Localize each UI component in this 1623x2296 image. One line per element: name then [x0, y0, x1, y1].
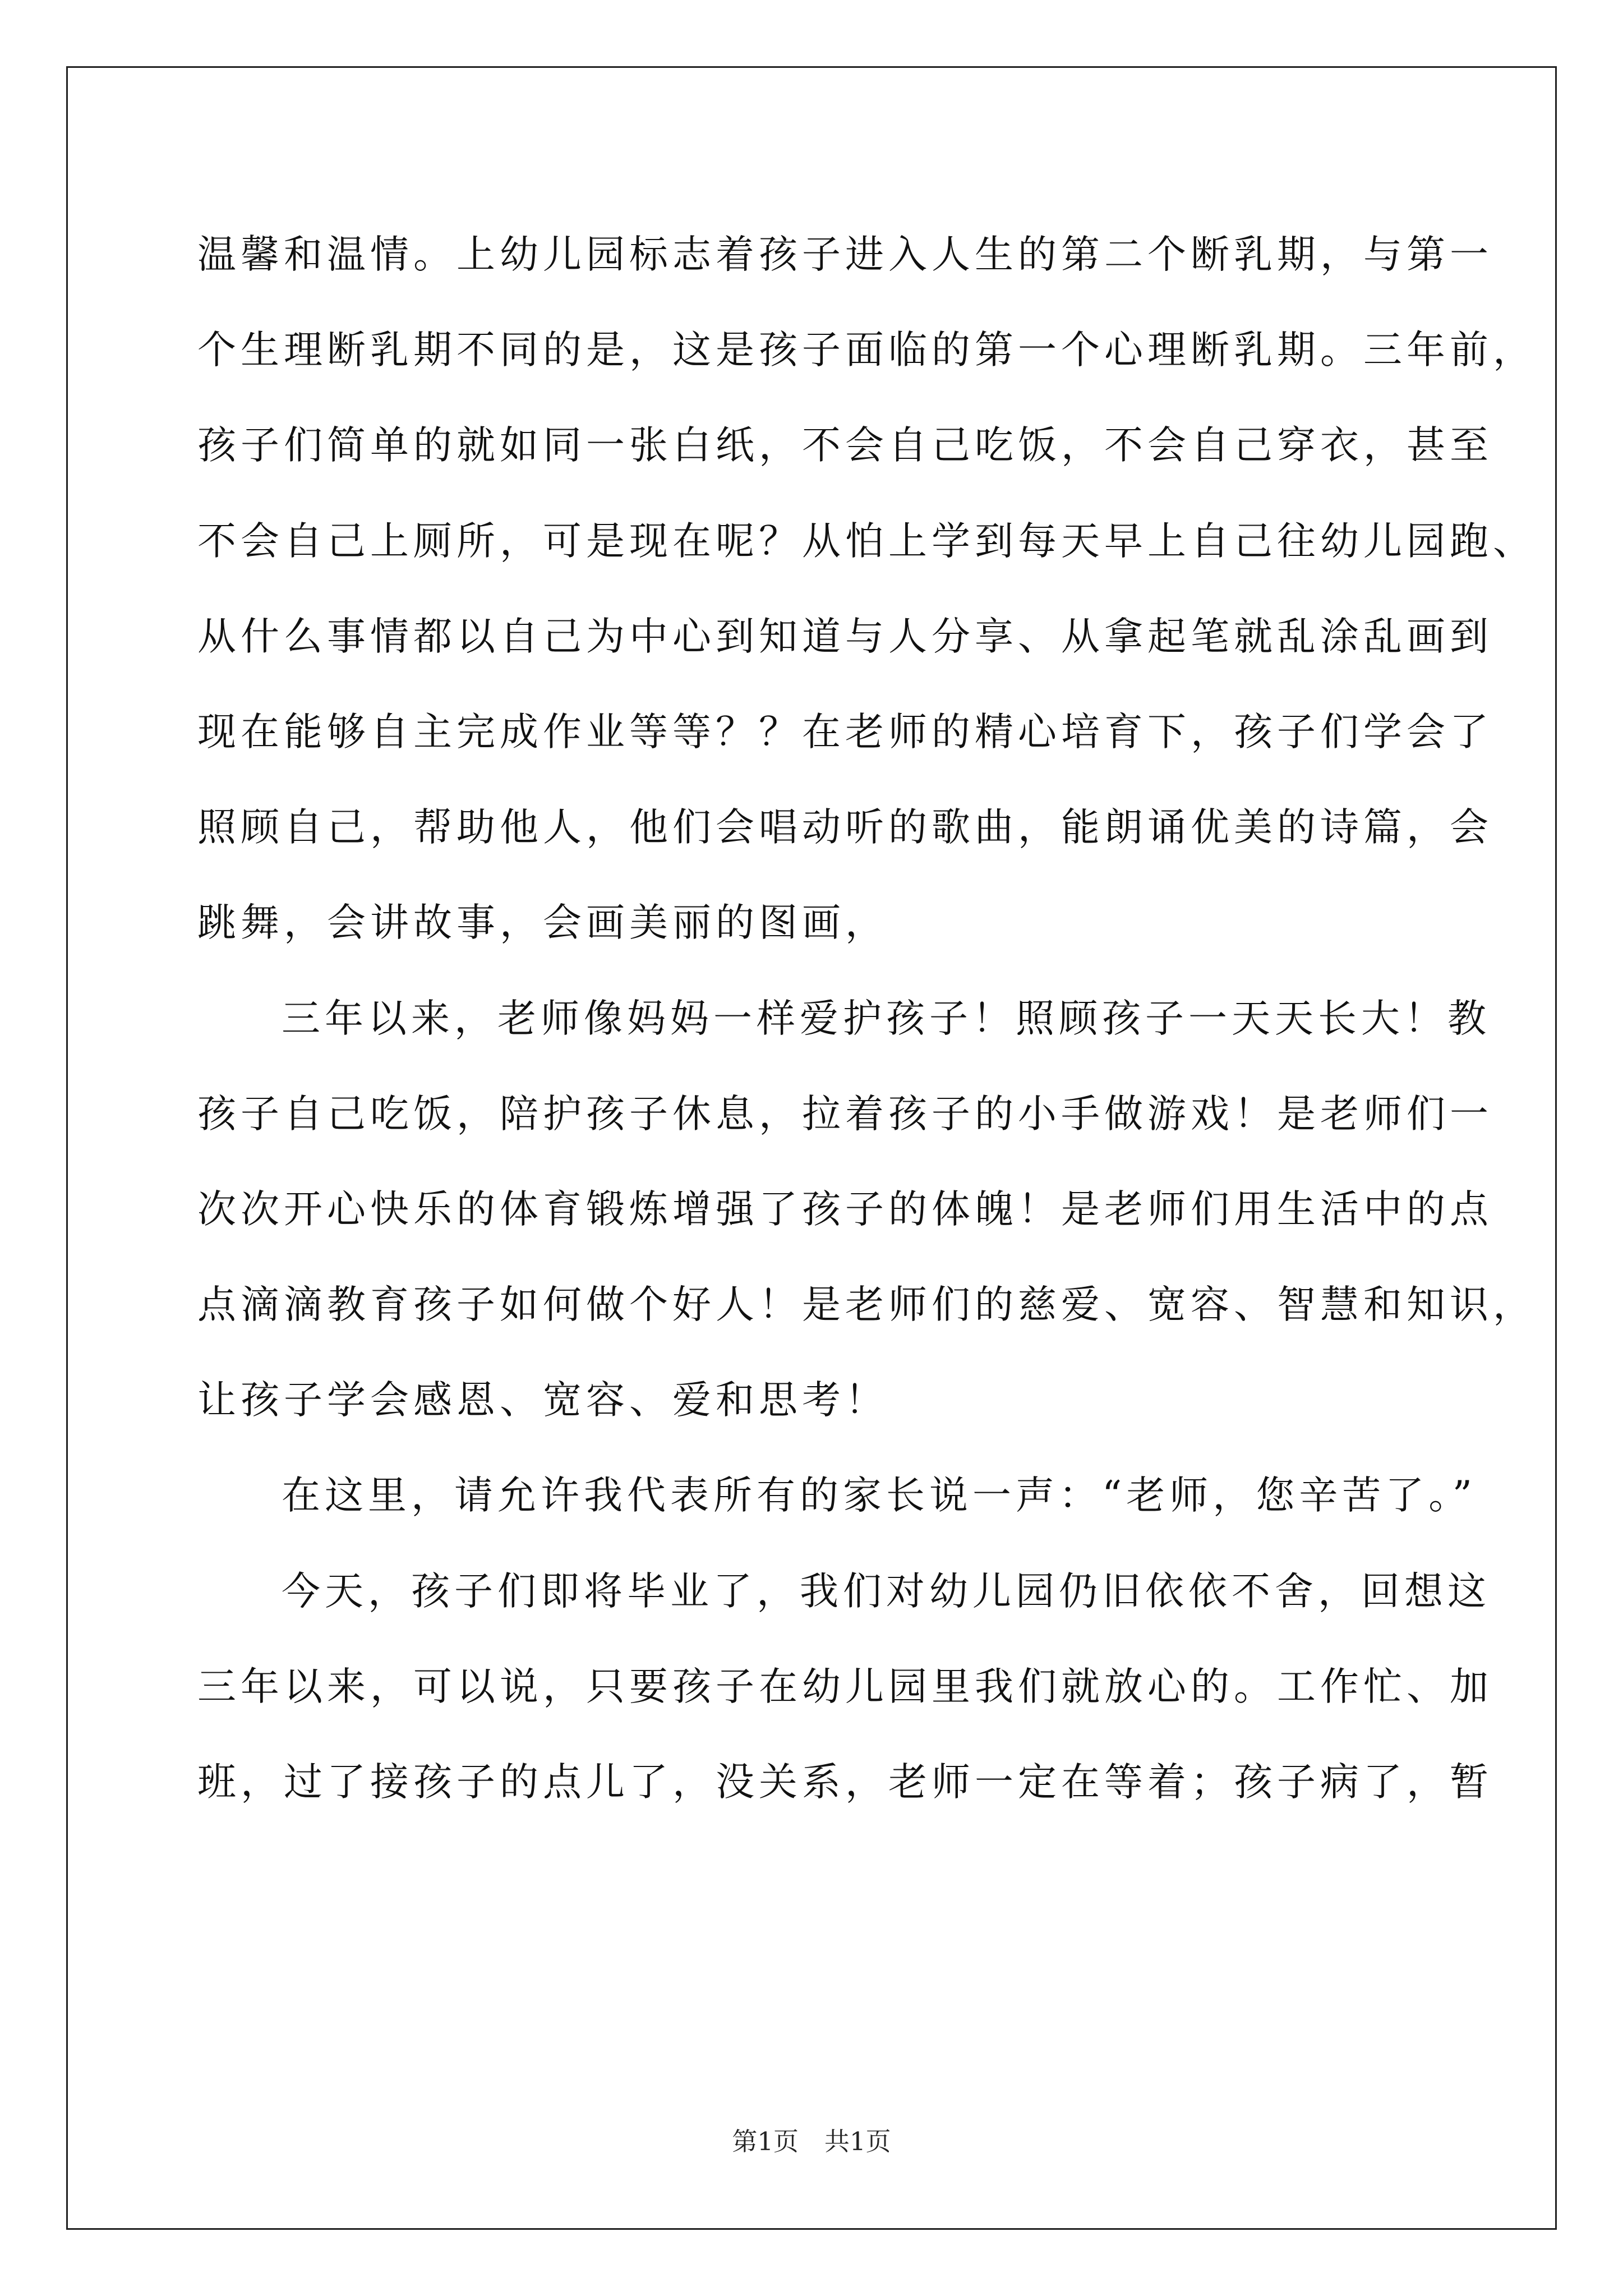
text-line: 次次开心快乐的体育锻炼增强了孩子的体魄！是老师们用生活中的点 — [197, 1186, 1493, 1232]
paragraph-first-line: 在这里，请允许我代表所有的家长说一声：“老师，您辛苦了。” — [282, 1473, 1477, 1519]
document-body — [197, 207, 1536, 1830]
text-line: 照顾自己，帮助他人，他们会唱动听的歌曲，能朗诵优美的诗篇，会 — [197, 805, 1493, 850]
text-line: 从什么事情都以自己为中心到知道与人分享、从拿起笔就乱涂乱画到 — [197, 614, 1493, 659]
text-line: 班，过了接孩子的点儿了，没关系，老师一定在等着；孩子病了，暂 — [197, 1760, 1493, 1805]
text-line: 现在能够自主完成作业等等？？在老师的精心培育下，孩子们学会了 — [197, 709, 1493, 754]
text-line: 让孩子学会感恩、宽容、爱和思考！ — [197, 1378, 888, 1423]
text-line: 三年以来，可以说，只要孩子在幼儿园里我们就放心的。工作忙、加 — [197, 1664, 1493, 1709]
text-line: 点滴滴教育孩子如何做个好人！是老师们的慈爱、宽容、智慧和知识， — [197, 1282, 1536, 1328]
page-number: 第1页 — [732, 2127, 799, 2156]
text-line: 个生理断乳期不同的是，这是孩子面临的第一个心理断乳期。三年前， — [197, 328, 1536, 373]
text-line: 孩子们简单的就如同一张白纸，不会自己吃饭，不会自己穿衣，甚至 — [197, 423, 1493, 468]
text-line: 温馨和温情。上幼儿园标志着孩子进入人生的第二个断乳期，与第一 — [197, 232, 1493, 277]
text-line: 跳舞，会讲故事，会画美丽的图画， — [197, 900, 888, 946]
paragraph-first-line: 三年以来，老师像妈妈一样爱护孩子！照顾孩子一天天长大！教 — [282, 996, 1491, 1041]
paragraph-first-line: 今天，孩子们即将毕业了，我们对幼儿园仍旧依依不舍，回想这 — [282, 1568, 1491, 1614]
page-total: 共1页 — [824, 2127, 891, 2156]
page-footer — [0, 2125, 1623, 2159]
text-line: 不会自己上厕所，可是现在呢？从怕上学到每天早上自己往幼儿园跑、 — [197, 518, 1536, 564]
text-line: 孩子自己吃饭，陪护孩子休息，拉着孩子的小手做游戏！是老师们一 — [197, 1091, 1493, 1137]
